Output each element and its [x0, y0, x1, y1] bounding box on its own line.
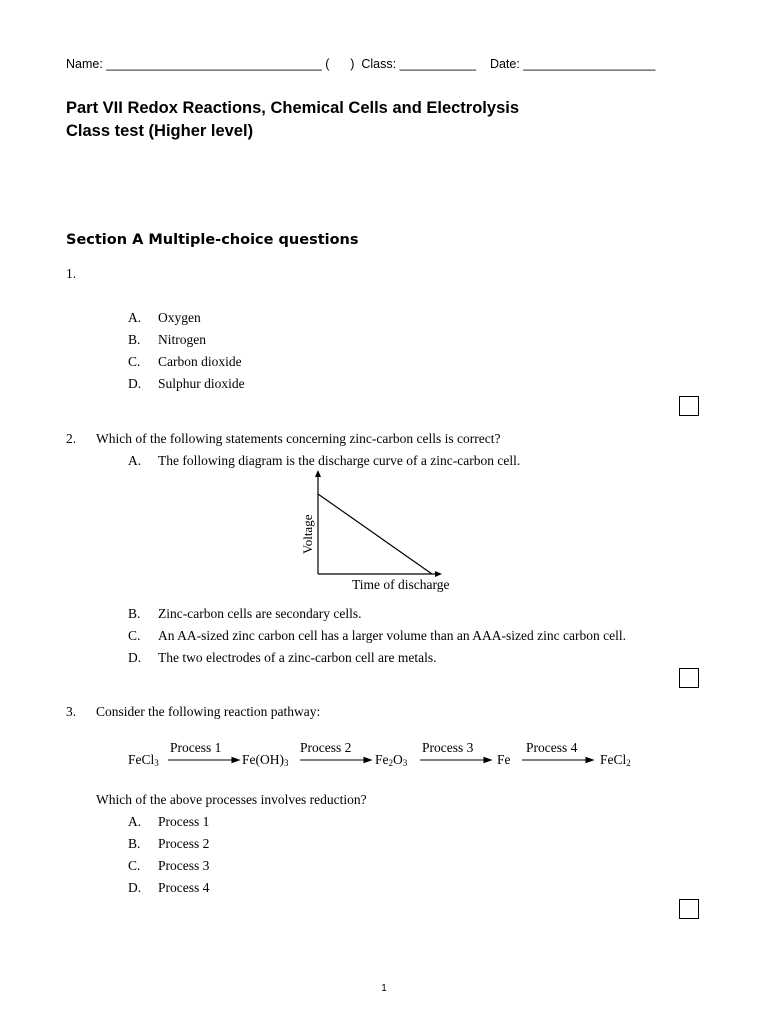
process-label: Process 2: [300, 740, 352, 755]
q1-option-letter: D.: [128, 376, 142, 391]
q1-option-letter: A.: [128, 310, 142, 325]
q1-option-text: Sulphur dioxide: [158, 376, 245, 391]
arrow-process-1-head: [232, 758, 239, 763]
q1-option-text: Carbon dioxide: [158, 354, 242, 369]
q3-option-letter: A.: [128, 814, 142, 829]
discharge-line: [318, 494, 432, 574]
q1-option-letter: C.: [128, 354, 141, 369]
process-label: Process 3: [422, 740, 474, 755]
arrow-process-2-head: [364, 758, 371, 763]
q2-answer-box[interactable]: [679, 668, 699, 688]
species-feoh3: $Fe(OH)_3$: [242, 752, 289, 768]
page-subtitle: Class test (Higher level): [66, 122, 254, 140]
process-label: Process 4: [526, 740, 578, 755]
graph-x-label: Time of discharge: [352, 577, 450, 592]
reaction-pathway: [0, 738, 768, 774]
section-heading: Section A Multiple-choice questions: [66, 232, 359, 248]
q3-answer-box[interactable]: [679, 899, 699, 919]
pathway-arrows: [0, 738, 768, 774]
question-3-text: Consider the following reaction pathway:: [96, 704, 321, 719]
q2-option-text: Zinc-carbon cells are secondary cells.: [158, 606, 362, 621]
q3-option-text: Process 2: [158, 836, 210, 851]
graph-y-arrowhead: [315, 470, 321, 477]
q2-option-letter: C.: [128, 628, 141, 643]
q2-option-text: The two electrodes of a zinc-carbon cell are metals.: [158, 650, 437, 665]
species-fecl3: FeCl$_3$: [128, 752, 159, 768]
q2-option-letter: A.: [128, 453, 142, 468]
q1-option-letter: B.: [128, 332, 141, 347]
question-2-text: Which of the following statements concerning zinc-carbon cells is correct?: [96, 431, 501, 446]
arrow-process-3-head: [484, 758, 491, 763]
page-number: 1: [381, 983, 387, 994]
q2-option-text: An AA-sized zinc carbon cell has a larger volume than an AAA-sized zinc carbon cell.: [158, 628, 626, 643]
q2-option-letter: B.: [128, 606, 141, 621]
species-fecl2: FeCl$_2$: [600, 752, 631, 768]
arrow-process-4-head: [586, 758, 593, 763]
q3-option-letter: B.: [128, 836, 141, 851]
q1-option-text: Nitrogen: [158, 332, 206, 347]
q3-option-letter: D.: [128, 880, 142, 895]
question-3-prompt: Which of the above processes involves reduction?: [96, 792, 367, 807]
graph-y-label: Voltage: [300, 514, 315, 554]
q1-answer-box[interactable]: [679, 396, 699, 416]
question-1-number: 1.: [66, 266, 77, 281]
question-3-number: 3.: [66, 704, 77, 719]
discharge-curve-graph: [290, 468, 480, 596]
page-title: Part VII Redox Reactions, Chemical Cells and Electrolysis: [66, 99, 520, 117]
question-2-number: 2.: [66, 431, 77, 446]
q3-option-text: Process 3: [158, 858, 210, 873]
q3-option-letter: C.: [128, 858, 141, 873]
header-name-class-date: Name: _______________________________ ( ) Class: ___________ Date: ___________________: [66, 57, 656, 71]
q2-option-letter: D.: [128, 650, 142, 665]
q3-option-text: Process 4: [158, 880, 210, 895]
q1-option-text: Oxygen: [158, 310, 201, 325]
species-fe2o3: $Fe_2O_3$: [375, 752, 408, 768]
species-fe: Fe: [497, 752, 511, 767]
q2-option-text: The following diagram is the discharge curve of a zinc-carbon cell.: [158, 453, 521, 468]
q3-option-text: Process 1: [158, 814, 210, 829]
process-label: Process 1: [170, 740, 222, 755]
